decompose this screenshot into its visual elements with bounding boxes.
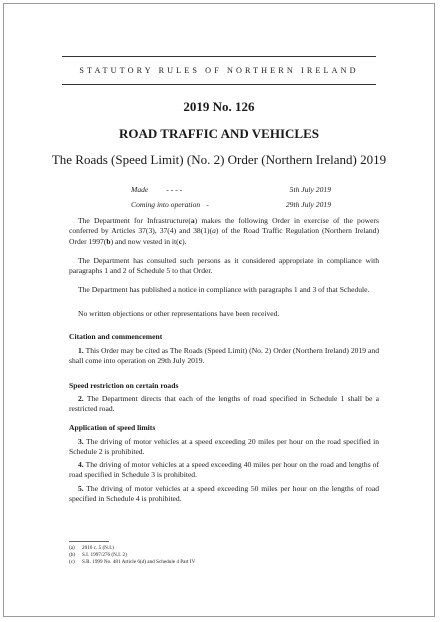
subject-heading: ROAD TRAFFIC AND VEHICLES [119, 126, 319, 141]
article-2: 2. The Department directs that each of the lengths of road specified in Schedule 1 shall be a restricted road. [69, 394, 379, 414]
article-4: 4. The driving of motor vehicles at a speed exceeding 40 miles per hour on the road and lengths of road specified in Schedule 3 is prohibited. [69, 460, 379, 480]
preamble-paragraph-3: The Department has published a notice in compliance with paragraphs 1 and 3 of that Schedule. [78, 285, 370, 294]
operation-label: Coming into operation - [131, 200, 209, 209]
footnote-a: (a) 2016 c. 5 (N.I.) [69, 545, 114, 551]
footnote-rule [69, 541, 109, 542]
section-heading-speed-restriction: Speed restriction on certain roads [69, 381, 179, 390]
preamble-paragraph-2: The Department has consulted such persons as it considered appropriate in compliance with paragraphs 1 and 2 of Schedule 5 to that Order. [69, 256, 379, 276]
section-heading-citation: Citation and commencement [69, 332, 163, 341]
article-5: 5. The driving of motor vehicles at a speed exceeding 50 miles per hour on the lengths of road specified in Schedule 4 is prohibited. [69, 484, 379, 504]
order-title: The Roads (Speed Limit) (No. 2) Order (Northern Ireland) 2019 [51, 152, 387, 167]
section-heading-speed-limits: Application of speed limits [69, 423, 156, 432]
si-number: 2019 No. 126 [183, 99, 255, 114]
operation-date: 29th July 2019 [285, 200, 331, 209]
footnote-c: (c) S.R. 1999 No. 481 Article 6(d) and Schedule 4 Part IV [69, 559, 196, 565]
preamble-paragraph-1: The Department for Infrastructure(a) makes the following Order in exercise of the powers conferred by Articles 37(3), 37(4) and 38(1)(a) of the Road Traffic Regulation (Northern Ireland) Order 1997(b) and now vested in it(c). [69, 216, 379, 246]
header-rule-top [62, 56, 376, 57]
document-page [3, 3, 435, 617]
preamble-paragraph-4: No written objections or other representations have been received. [78, 309, 280, 318]
made-date: 5th July 2019 [289, 185, 331, 194]
footnote-b: (b) S.I. 1997/276 (N.I. 2) [69, 552, 127, 558]
article-3: 3. The driving of motor vehicles at a speed exceeding 20 miles per hour on the road specified in Schedule 2 is prohibited. [69, 437, 379, 457]
made-label: Made - - - - [131, 185, 183, 194]
article-1: 1. This Order may be cited as The Roads (Speed Limit) (No. 2) Order (Northern Ireland) 2019 and shall come into operation on 29th July 2019. [69, 346, 379, 366]
series-title: STATUTORY RULES OF NORTHERN IRELAND [79, 66, 359, 75]
header-rule-bottom [62, 84, 376, 85]
